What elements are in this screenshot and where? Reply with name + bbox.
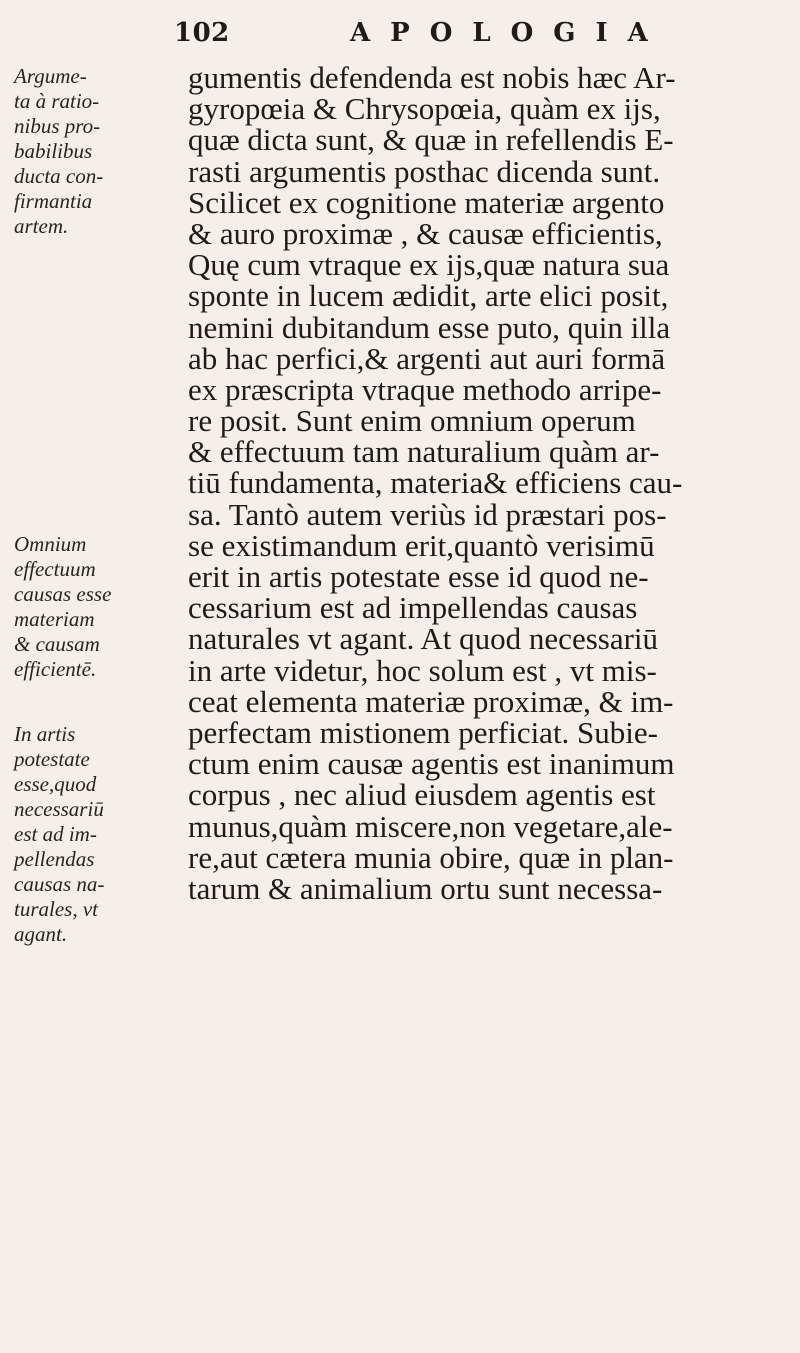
text-line: sponte in lucem ædidit, arte elici posit, bbox=[188, 278, 669, 314]
page-number: 102 bbox=[174, 18, 230, 48]
text-line: & auro proximæ , & causæ efficientis, bbox=[188, 215, 663, 251]
margin-note-art-power bbox=[14, 722, 104, 947]
text-line: Scilicet ex cognitione materiæ argento bbox=[188, 184, 665, 220]
margin-note-line: turales, vt bbox=[14, 897, 98, 921]
margin-note-line: causas esse bbox=[14, 582, 112, 606]
text-line: perfectam mistionem perficiat. Subie- bbox=[188, 714, 658, 750]
margin-note-effects bbox=[14, 532, 111, 682]
margin-note-line: nibus pro- bbox=[14, 114, 101, 138]
margin-note-line: Omnium bbox=[14, 532, 87, 556]
text-line: munus,quàm miscere,non vegetare,ale- bbox=[188, 808, 673, 844]
margin-note-line: ta à ratio- bbox=[14, 89, 100, 113]
margin-note-line: & causam bbox=[14, 632, 100, 656]
text-line: ctum enim causæ agentis est inanimum bbox=[188, 746, 675, 782]
text-line: nemini dubitandum esse puto, quin illa bbox=[188, 309, 671, 345]
text-line: ab hac perfici,& argenti aut auri formā bbox=[188, 340, 666, 376]
text-line: rasti argumentis posthac dicenda sunt. bbox=[188, 153, 661, 189]
text-line: gumentis defendenda est nobis hæc Ar- bbox=[188, 60, 676, 95]
margin-note-arguments bbox=[14, 64, 103, 239]
text-line: ex præscripta vtraque methodo arripe- bbox=[188, 371, 662, 407]
margin-note-line: materiam bbox=[14, 607, 95, 631]
text-line: ceat elementa materiæ proximæ, & im- bbox=[188, 683, 674, 719]
text-line: & effectuum tam naturalium quàm ar- bbox=[188, 434, 660, 470]
text-line: se existimandum erit,quantò verisimū bbox=[188, 527, 655, 563]
margin-note-line: causas na- bbox=[14, 872, 105, 896]
margin-note-line: necessariū bbox=[14, 797, 104, 821]
page-header bbox=[0, 18, 800, 58]
margin-note-line: esse,quod bbox=[14, 772, 97, 796]
margin-note-line: babilibus bbox=[14, 139, 93, 163]
text-line: quæ dicta sunt, & quæ in refellendis E- bbox=[188, 122, 674, 158]
margin-note-line: est ad im- bbox=[14, 822, 97, 846]
margin-note-line: artem. bbox=[14, 214, 69, 238]
text-line: sa. Tantò autem veriùs id præstari pos- bbox=[188, 496, 667, 532]
margin-note-line: potestate bbox=[14, 747, 90, 771]
margin-note-line: In artis bbox=[14, 722, 76, 746]
margin-note-line: ducta con- bbox=[14, 164, 104, 188]
margin-note-line: effectuum bbox=[14, 557, 96, 581]
margin-note-line: pellendas bbox=[14, 847, 95, 871]
text-line: Quę cum vtraque ex ijs,quæ natura sua bbox=[188, 247, 670, 283]
margin-note-line: firmantia bbox=[14, 189, 93, 213]
text-line: naturales vt agant. At quod necessariū bbox=[188, 621, 659, 657]
text-line: re,aut cætera munia obire, quæ in plan- bbox=[188, 839, 674, 875]
text-line: re posit. Sunt enim omnium operum bbox=[188, 403, 636, 439]
text-line: gyropœia & Chrysopœia, quàm ex ijs, bbox=[188, 91, 661, 127]
margin-note-line: Argume- bbox=[14, 64, 87, 88]
main-text bbox=[188, 62, 788, 904]
text-line: erit in artis potestate esse id quod ne- bbox=[188, 559, 649, 594]
text-line: corpus , nec aliud eiusdem agentis est bbox=[188, 777, 656, 813]
margin-note-line: efficientē. bbox=[14, 657, 97, 681]
running-head: APOLOGIA bbox=[350, 18, 668, 48]
text-line: tiū fundamenta, materia& efficiens cau- bbox=[188, 465, 683, 501]
text-line: cessarium est ad impellendas causas bbox=[188, 590, 638, 626]
margin-note-line: agant. bbox=[14, 922, 68, 946]
text-line: in arte videtur, hoc solum est , vt mis- bbox=[188, 652, 657, 688]
text-line: tarum & animalium ortu sunt necessa- bbox=[188, 870, 663, 906]
